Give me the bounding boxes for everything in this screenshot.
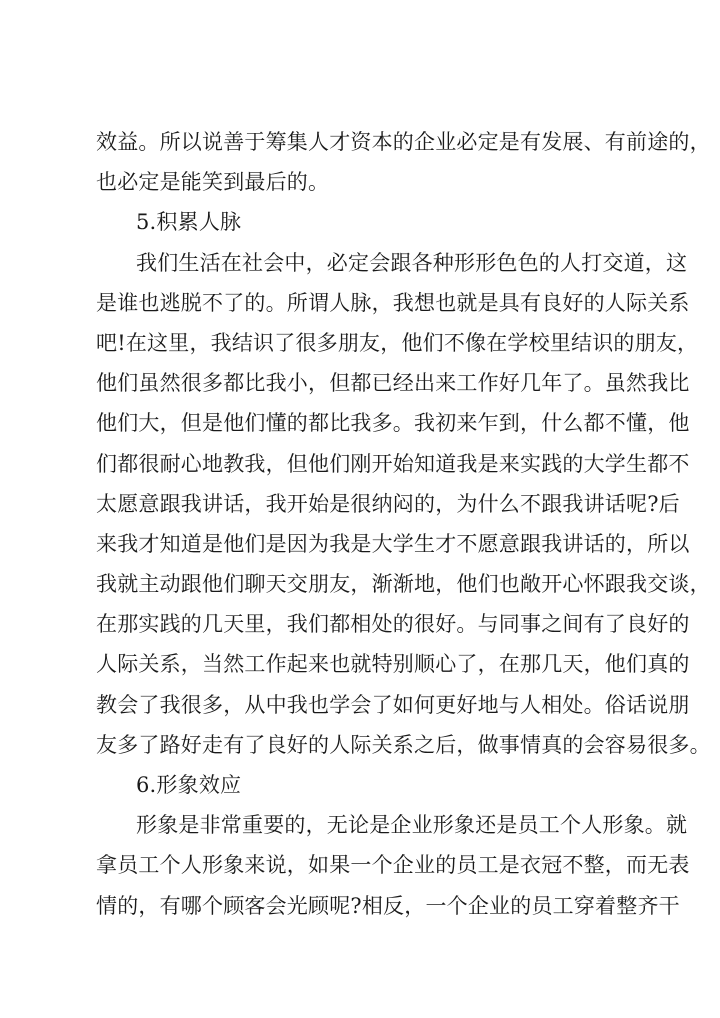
text-line: 在那实践的几天里，我们都相处的很好。与同事之间有了良好的 <box>96 612 690 637</box>
text-line: 教会了我很多，从中我也学会了如何更好地与人相处。俗话说朋 <box>96 692 690 717</box>
text-line: 太愿意跟我讲话，我开始是很纳闷的，为什么不跟我讲话呢?后 <box>96 491 680 516</box>
text-line: 形象是非常重要的，无论是企业形象还是员工个人形象。就 <box>136 813 688 838</box>
text-line: 们都很耐心地教我，但他们刚开始知道我是来实践的大学生都不 <box>96 451 690 476</box>
text-line: 我就主动跟他们聊天交朋友，渐渐地，他们也敞开心怀跟我交谈， <box>96 572 711 597</box>
text-line: 也必定是能笑到最后的。 <box>96 170 330 195</box>
section-heading: 5.积累人脉 <box>136 210 242 235</box>
text-line: 拿员工个人形象来说，如果一个企业的员工是衣冠不整，而无表 <box>96 853 690 878</box>
text-line: 来我才知道是他们是因为我是大学生才不愿意跟我讲话的，所以 <box>96 531 690 556</box>
text-line: 吧!在这里，我结识了很多朋友，他们不像在学校里结识的朋友， <box>96 330 699 355</box>
text-line: 他们大，但是他们懂的都比我多。我初来乍到，什么都不懂，他 <box>96 411 690 436</box>
text-line: 他们虽然很多都比我小，但都已经出来工作好几年了。虽然我比 <box>96 371 690 396</box>
text-line: 是谁也逃脱不了的。所谓人脉，我想也就是具有良好的人际关系 <box>96 290 690 315</box>
text-line: 效益。所以说善于筹集人才资本的企业必定是有发展、有前途的， <box>96 130 711 154</box>
text-line: 友多了路好走有了良好的人际关系之后，做事情真的会容易很多。 <box>96 732 711 757</box>
section-heading: 6.形象效应 <box>136 773 242 797</box>
text-line: 我们生活在社会中，必定会跟各种形形色色的人打交道，这 <box>136 250 688 275</box>
document-page <box>96 122 711 926</box>
text-line: 人际关系，当然工作起来也就特别顺心了，在那几天，他们真的 <box>96 652 690 677</box>
text-line: 情的，有哪个顾客会光顾呢?相反，一个企业的员工穿着整齐干 <box>96 893 680 918</box>
